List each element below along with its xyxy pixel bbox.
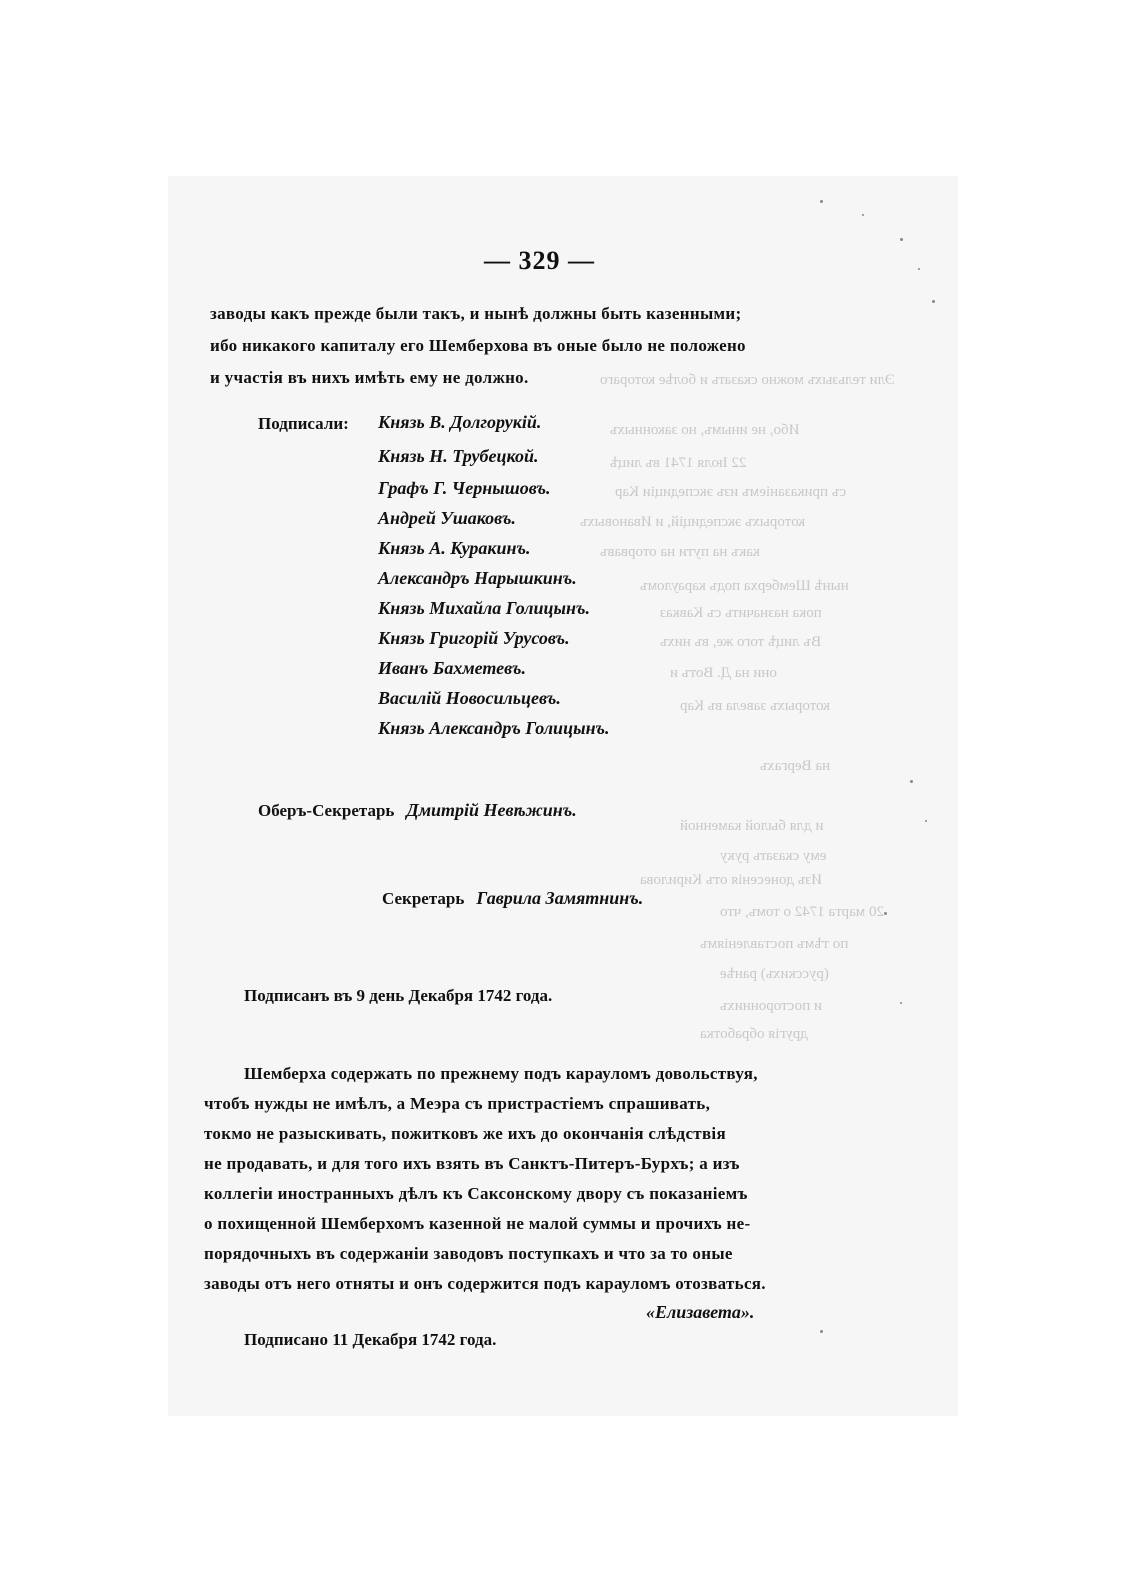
signatory: Князь А. Куракинъ. [378,538,531,558]
decree-line: Шемберха содержать по прежнему подъ карауломъ довольствуя, [244,1064,758,1083]
decree-line: токмо не разыскивать, пожитковъ же ихъ до окончанія слѣдствія [204,1124,726,1143]
speck [820,200,823,203]
bleed-through-line: 20 марта 1742 о томъ, что [720,904,884,920]
bleed-through-line: ему сказать руку [720,848,827,864]
secretary-title: Секретарь [382,889,465,908]
signed-label: Подписали: [258,414,349,433]
secretary [382,888,643,909]
bleed-through-line: они на Д. Вотъ и [670,665,777,681]
decree-line: о похищенной Шемберхомъ казенной не малой суммы и прочихъ не- [204,1214,751,1233]
body-line-3: и участія въ нихъ имѣть ему не должно. [210,368,529,387]
signatory: Графъ Г. Чернышовъ. [378,478,551,498]
signatory: Иванъ Бахметевъ. [378,658,526,678]
body-line-2: ибо никакого капиталу его Шемберхова въ оные было не положено [210,336,746,355]
bleed-through-line: другія обработка [700,1026,808,1042]
speck [910,780,913,783]
bleed-through-line: которыхъ экспедицій, и Ивановыхъ [580,514,806,530]
speck [884,912,887,915]
bleed-through-line: съ приказаніемъ изъ экспедиціи Кар [615,484,847,500]
decree-line: не продавать, и для того ихъ взять въ Санктъ-Питеръ-Бурхъ; а изъ [204,1154,740,1173]
bleed-through-line: на Вергахъ [760,758,831,774]
bleed-through-line: Ибо, не инымъ, но законныхъ [610,422,800,438]
bleed-through-line: которыхъ завела въ Кар [680,698,831,714]
final-date: Подписано 11 Декабря 1742 года. [244,1330,497,1349]
speck [925,820,927,822]
speck [932,300,935,303]
signatory: Василій Новосильцевъ. [378,688,561,708]
signatory: Князь Н. Трубецкой. [378,446,539,466]
speck [862,214,864,216]
secretary-name: Гаврила Замятнинъ. [476,888,644,908]
bleed-through-line: по тѣмъ поставленіямъ [700,936,849,952]
body-line-1: заводы какъ прежде были такъ, и нынѣ должны быть казенными; [210,304,742,323]
chief-secretary-title: Оберъ-Секретарь [258,801,395,820]
bleed-through-line: какъ на пути на оторвавъ [600,544,760,560]
signatory: Александръ Нарышкинъ. [378,568,577,588]
decree-line: заводы отъ него отняты и онъ содержится подъ карауломъ отозваться. [204,1274,766,1293]
chief-secretary [258,800,577,821]
bleed-through-line: Въ лицѣ того же, въ нихъ [660,634,822,650]
speck [820,1330,823,1333]
bleed-through-line: 22 Іюля 1741 въ лицѣ [610,455,747,471]
empress-signature: «Елизавета». [646,1302,755,1322]
signatory: Князь В. Долгорукій. [378,412,542,432]
bleed-through-line: Изъ донесенія отъ Кирилова [640,872,822,888]
signatory: Князь Григорій Урусовъ. [378,628,570,648]
bleed-through-line: (русскихъ) ранѣе [720,966,829,982]
page-number: — 329 — [484,246,595,275]
signed-date: Подписанъ въ 9 день Декабря 1742 года. [244,986,553,1005]
chief-secretary-name: Дмитрій Невѣжинъ. [406,800,577,820]
speck [900,238,903,241]
signatory: Князь Михайла Голицынъ. [378,598,590,618]
bleed-through-line: Эли тельзыхъ можно сказать и болѣе котораго [600,372,895,388]
decree-line: коллегіи иностранныхъ дѣлъ къ Саксонскому двору съ показаніемъ [204,1184,748,1203]
speck [918,268,920,270]
bleed-through-line: и для былой каменной [680,818,824,834]
bleed-through-line: и постороннихъ [720,998,822,1014]
signatory: Андрей Ушаковъ. [378,508,516,528]
decree-line: порядочныхъ въ содержаніи заводовъ поступкахъ и что за то оные [204,1244,733,1263]
signatory: Князь Александръ Голицынъ. [378,718,610,738]
bleed-through-line: нынѣ Шемберха подъ карауломъ [640,578,849,594]
bleed-through-line: пока назначить съ Кавказ [660,605,822,621]
decree-line: чтобъ нужды не имѣлъ, а Меэра съ пристрастіемъ спрашивать, [204,1094,711,1113]
speck [900,1002,902,1004]
